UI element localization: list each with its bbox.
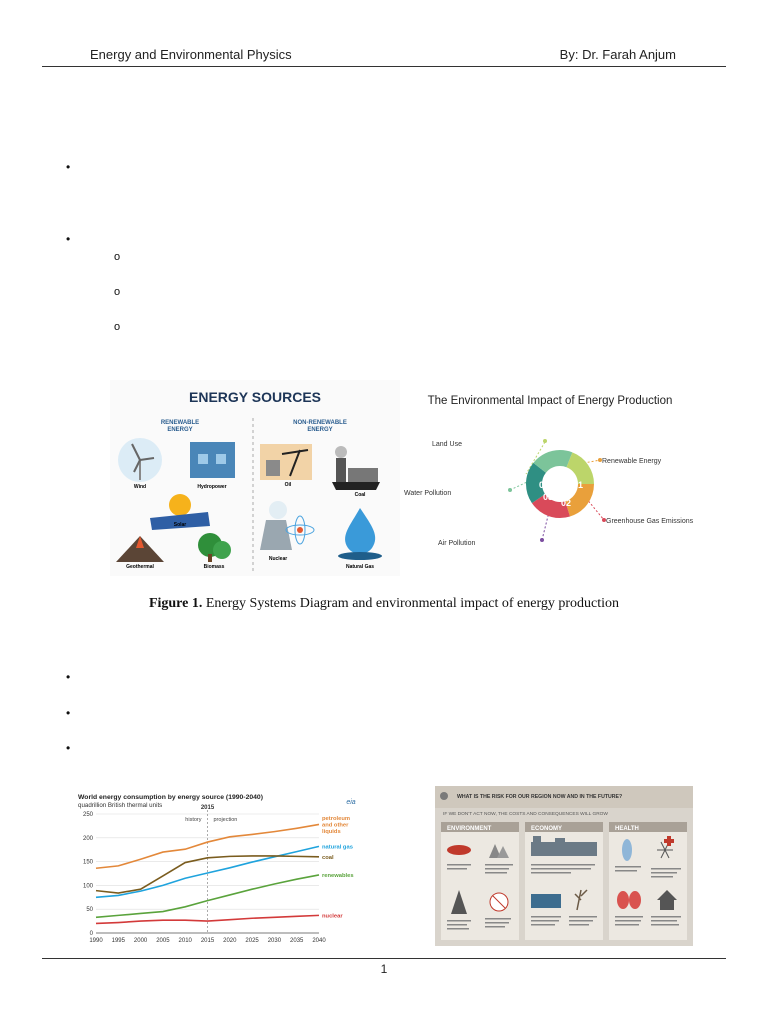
y-tick-label: 150 (82, 859, 93, 866)
y-tick-label: 100 (82, 883, 93, 890)
label-water-pollution: Water Pollution (404, 490, 452, 497)
series-label-petroleum-and-other-liquids: petroleum (322, 815, 351, 822)
series-label-petroleum-and-other-liquids: liquids (322, 828, 341, 835)
natural-gas-label: Natural Gas (345, 564, 375, 570)
x-tick-label: 2040 (312, 938, 326, 944)
divider-label: 2015 (200, 805, 215, 811)
header-title: Energy and Environmental Physics (90, 47, 292, 62)
column-economy: ECONOMY (531, 826, 563, 832)
bullet-marker: • (66, 706, 71, 720)
bullet-marker: • (66, 741, 71, 755)
bullet-marker: • (66, 160, 71, 174)
header-author: By: Dr. Farah Anjum (559, 47, 676, 62)
biomass-icon (198, 533, 231, 562)
boat-icon (531, 894, 561, 908)
natural-gas-icon (338, 508, 382, 560)
x-tick-label: 2020 (223, 938, 237, 944)
lungs-icon (617, 891, 629, 909)
figure-caption (0, 596, 768, 612)
y-tick-label: 200 (82, 835, 93, 842)
label-renewable-energy: Renewable Energy (602, 458, 662, 465)
energy-sources-diagram (110, 380, 400, 576)
figure-caption-label: Figure 1. (148, 596, 203, 611)
hydropower-icon (190, 442, 235, 478)
sub-bullet-marker: o (114, 321, 121, 333)
footer-rule (42, 958, 726, 959)
series-label-renewables: renewables (322, 872, 354, 879)
nonrenewable-heading-2: ENERGY (307, 427, 333, 433)
x-tick-label: 2030 (267, 938, 282, 944)
geothermal-label: Geothermal (126, 564, 154, 570)
eia-logo: eia (346, 799, 356, 806)
renewable-heading: RENEWABLE (160, 420, 200, 426)
sub-bullet-marker: o (114, 286, 121, 298)
salmon-icon (447, 845, 471, 855)
x-tick-label: 1995 (111, 938, 125, 944)
oil-label: Oil (284, 482, 292, 488)
series-label-nuclear: nuclear (322, 913, 343, 920)
solar-label: Solar (173, 522, 187, 528)
environmental-impact-diagram (400, 380, 710, 576)
risk-subtitle: IF WE DON'T ACT NOW, THE COSTS AND CONSEQUENCES WILL GROW (443, 812, 608, 817)
x-tick-label: 2035 (290, 938, 304, 944)
wind-label: Wind (133, 484, 147, 490)
biomass-label: Biomass (203, 564, 225, 570)
x-tick-label: 1990 (89, 938, 103, 944)
y-tick-label: 250 (82, 812, 93, 818)
series-label-natural-gas: natural gas (322, 844, 353, 851)
impact-ring (534, 458, 586, 510)
ring-number-02: 02 (560, 498, 572, 508)
bullet-marker: • (66, 670, 71, 684)
x-tick-label: 2015 (200, 938, 215, 944)
series-label-coal: coal (322, 854, 334, 861)
y-tick-label: 0 (89, 931, 93, 937)
header-rule (42, 66, 726, 67)
x-tick-label: 2010 (178, 938, 192, 944)
energy-sources-title: ENERGY SOURCES (189, 389, 321, 405)
geothermal-icon (116, 536, 164, 562)
chart-title: World energy consumption by energy source (1990-2040) (78, 794, 263, 801)
nonrenewable-heading: NON-RENEWABLE (293, 420, 347, 426)
x-tick-label: 2025 (245, 938, 259, 944)
ring-number-03: 03 (542, 492, 554, 502)
energy-consumption-chart (75, 788, 365, 948)
chart-subtitle: quadrillion British thermal units (78, 802, 163, 809)
risk-title: WHAT IS THE RISK FOR OUR REGION NOW AND IN THE FUTURE? (457, 794, 623, 800)
label-air-pollution: Air Pollution (438, 540, 476, 547)
ring-number-05: 05 (556, 468, 568, 478)
projection-label: projection (213, 817, 238, 823)
label-land-use: Land Use (432, 441, 462, 448)
hydropower-label: Hydropower (197, 484, 227, 490)
ring-number-04: 04 (538, 480, 550, 490)
buildings-icon (531, 842, 597, 856)
thermometer-icon (622, 839, 632, 861)
coal-label: Coal (354, 492, 366, 498)
coal-icon (332, 446, 380, 490)
region-icon (440, 792, 448, 800)
wind-icon (118, 438, 162, 482)
x-tick-label: 2005 (156, 938, 170, 944)
page-number: 1 (380, 962, 388, 976)
regional-risk-infographic (435, 786, 693, 946)
nuclear-label: Nuclear (268, 556, 288, 562)
renewable-heading-2: ENERGY (167, 427, 193, 433)
oil-icon (260, 444, 312, 480)
label-greenhouse-gas: Greenhouse Gas Emissions (606, 518, 694, 525)
impact-title: The Environmental Impact of Energy Production (427, 395, 673, 407)
column-health: HEALTH (615, 826, 639, 832)
ring-number-01: 01 (572, 480, 584, 490)
bullet-marker: • (66, 232, 71, 246)
y-tick-label: 50 (86, 907, 93, 914)
column-environment: ENVIRONMENT (447, 826, 492, 832)
sub-bullet-marker: o (114, 251, 121, 263)
history-label: history (185, 817, 202, 823)
series-label-petroleum-and-other-liquids: and other (322, 822, 349, 829)
x-tick-label: 2000 (133, 938, 148, 944)
figure-caption-text: Energy Systems Diagram and environmental impact of energy production (202, 596, 620, 611)
nuclear-icon (260, 501, 314, 550)
